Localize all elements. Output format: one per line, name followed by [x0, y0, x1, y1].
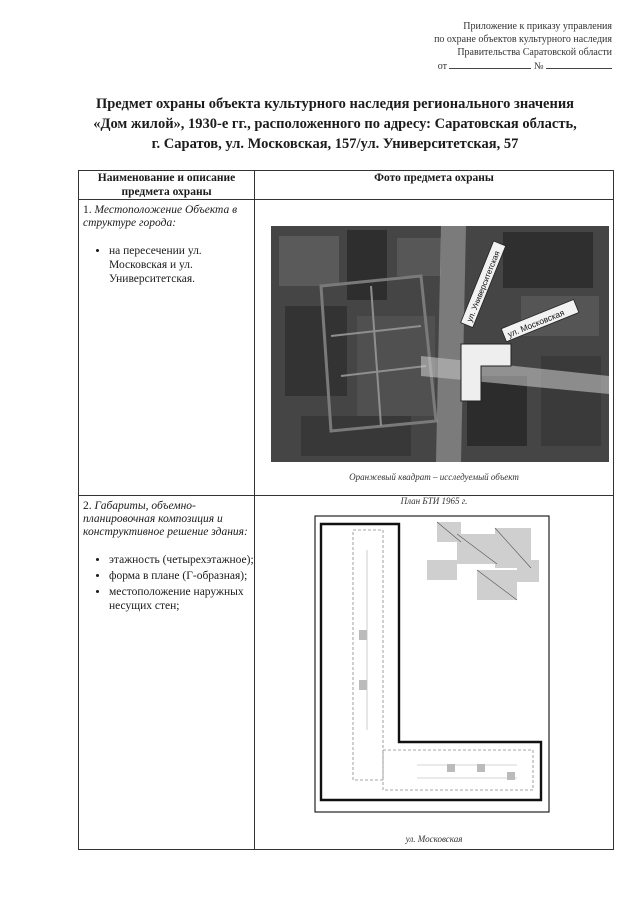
- list-item: • местоположение наружных несущих стен;: [109, 585, 254, 613]
- row-1-description: [79, 200, 255, 496]
- table-header-row: [79, 171, 614, 200]
- table-row: [79, 496, 614, 850]
- protection-subject-table: [78, 170, 614, 850]
- appendix-line-2: по охране объектов культурного наследия: [434, 34, 612, 45]
- list-item: • на пересечении ул. Московская и ул. Университетская.: [109, 244, 254, 286]
- row-2-number: 2.: [83, 500, 92, 512]
- appendix-header: [352, 20, 612, 73]
- appendix-date-prefix: от: [437, 61, 447, 72]
- list-item: • форма в плане (Г-образная);: [109, 569, 254, 583]
- aerial-caption: Оранжевый квадрат – исследуемый объект: [349, 472, 519, 482]
- appendix-number-label: №: [533, 61, 544, 72]
- row-2-bullets: [79, 553, 254, 613]
- bti-floor-plan: [307, 510, 557, 828]
- header-description-line-2: предмета охраны: [121, 186, 212, 198]
- row-2-title: [79, 496, 254, 539]
- number-blank: [546, 59, 612, 69]
- plan-street-caption: ул. Московская: [405, 834, 463, 844]
- row-1-number: 1.: [83, 204, 92, 216]
- row-2-description: [79, 496, 255, 850]
- header-description: [79, 171, 255, 200]
- row-2-photo-cell: [255, 496, 614, 850]
- floor-plan-graphic: [307, 510, 557, 828]
- appendix-line-4: [352, 59, 612, 73]
- row-1-photo-cell: [255, 200, 614, 496]
- aerial-photo: [271, 226, 609, 462]
- header-photo-label: Фото предмета охраны: [374, 172, 494, 184]
- row-2-title-text: Габариты, объемно-планировочная композиция и конструктивное решение здания:: [83, 500, 248, 538]
- date-blank: [449, 59, 531, 69]
- title-line-3: г. Саратов, ул. Московская, 157/ул. Университетская, 57: [151, 136, 519, 152]
- street-label-university: ул. Университетская: [464, 249, 502, 324]
- list-item: • этажность (четырехэтажное);: [109, 553, 254, 567]
- document-title: [70, 94, 600, 154]
- appendix-line-1: Приложение к приказу управления: [463, 21, 612, 32]
- aerial-photo-graphic: [271, 226, 609, 462]
- header-description-line-1: Наименование и описание: [97, 172, 236, 184]
- title-line-2: «Дом жилой», 1930-е гг., расположенного по адресу: Саратовская область,: [93, 116, 577, 132]
- table-row: [79, 200, 614, 496]
- row-1-bullets: [79, 244, 254, 286]
- row-1-title-text: Местоположение Объекта в структуре города:: [83, 204, 238, 229]
- plan-caption: План БТИ 1965 г.: [400, 496, 468, 506]
- appendix-line-3: Правительства Саратовской области: [457, 47, 612, 58]
- header-photo: [255, 171, 614, 200]
- street-label-moskovskaya: ул. Московская: [506, 307, 566, 340]
- title-line-1: Предмет охраны объекта культурного наследия регионального значения: [95, 96, 575, 112]
- row-1-title: [79, 200, 254, 230]
